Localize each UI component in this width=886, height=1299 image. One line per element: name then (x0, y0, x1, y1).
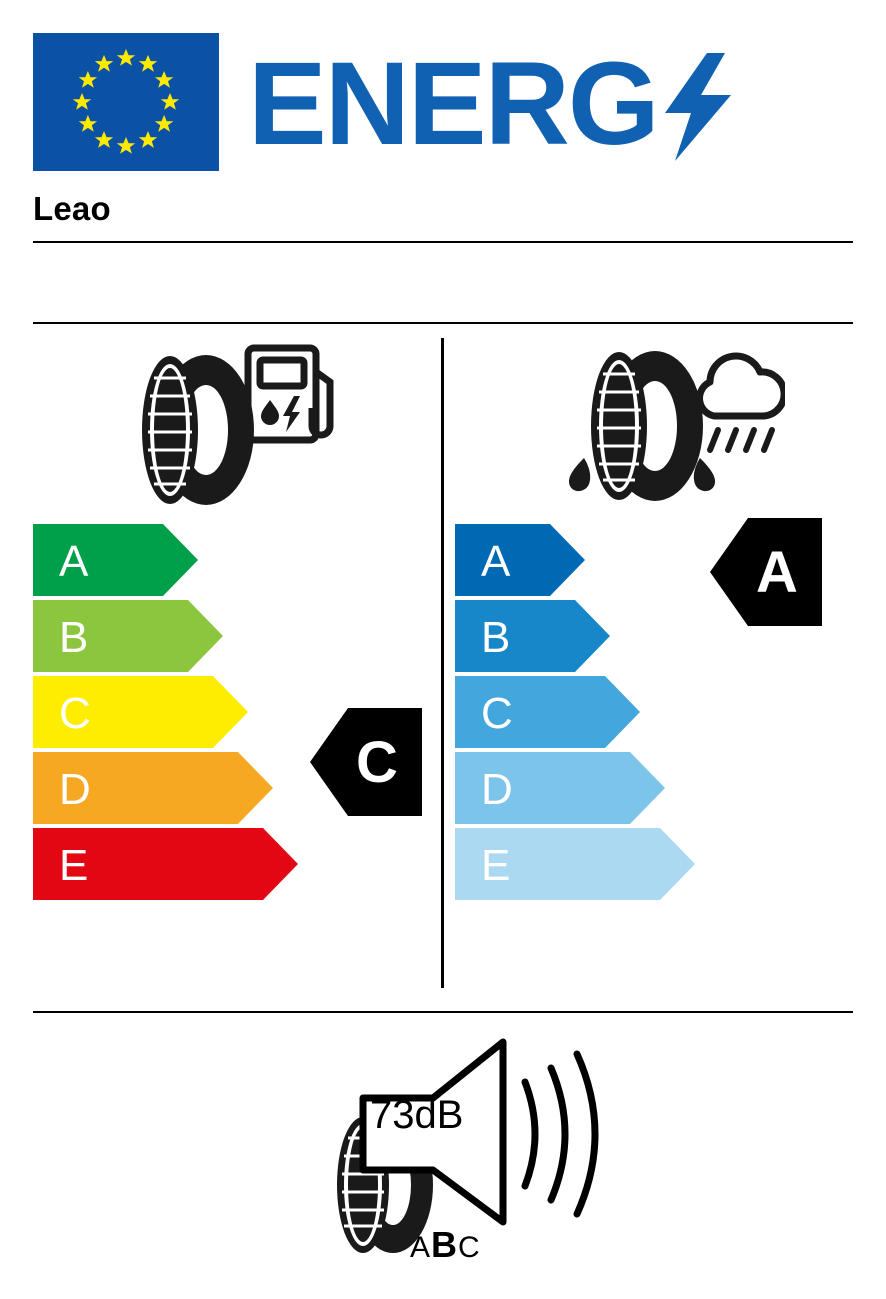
fuel-grade-e-letter: E (59, 841, 89, 890)
grade-row (33, 600, 433, 676)
fuel-grade-c-letter: C (59, 689, 91, 738)
rain-cloud-tyre-icon (540, 338, 785, 508)
wet-grade-e-letter: E (481, 841, 511, 890)
noise-class-scale (410, 1224, 481, 1266)
fuel-grade-a (33, 524, 88, 600)
grade-row (455, 752, 855, 828)
fuel-efficiency-result-marker (310, 708, 422, 816)
wet-grade-c-letter: C (481, 689, 513, 738)
wet-grade-a (455, 524, 510, 600)
fuel-grade-d-letter: D (59, 765, 91, 814)
divider-second (33, 322, 853, 324)
energy-bolt-icon (665, 53, 731, 161)
noise-class-a: A (410, 1231, 432, 1264)
noise-class-b: B (431, 1224, 459, 1265)
eu-flag (33, 33, 219, 171)
wet-grade-b-letter: B (481, 613, 511, 662)
energ-wordmark: ENERG (248, 38, 658, 170)
label-header (33, 33, 853, 171)
grade-row (455, 828, 855, 904)
fuel-grade-e (33, 828, 88, 904)
divider-top (33, 241, 853, 243)
wet-grade-d-letter: D (481, 765, 513, 814)
grade-row (33, 524, 433, 600)
brand-name: Leao (33, 190, 111, 227)
noise-value: 73dB (370, 1093, 464, 1137)
fuel-efficiency-result-letter: C (356, 729, 398, 795)
fuel-grade-a-letter: A (59, 537, 89, 586)
wet-grip-result-marker (710, 518, 822, 626)
wet-grade-c (455, 676, 513, 752)
fuel-pump-tyre-icon (128, 338, 338, 508)
divider-bottom (33, 1011, 853, 1013)
divider-vertical (441, 338, 444, 988)
grade-row (33, 828, 433, 904)
fuel-grade-b (33, 600, 88, 676)
fuel-grade-d (33, 752, 91, 828)
fuel-grade-c (33, 676, 91, 752)
fuel-grade-b-letter: B (59, 613, 89, 662)
wet-grip-result-letter: A (756, 539, 798, 605)
wet-grade-a-letter: A (481, 537, 511, 586)
wet-grade-d (455, 752, 513, 828)
noise-class-c: C (458, 1231, 481, 1264)
grade-row (455, 676, 855, 752)
wet-grade-e (455, 828, 510, 904)
wet-grade-b (455, 600, 510, 676)
